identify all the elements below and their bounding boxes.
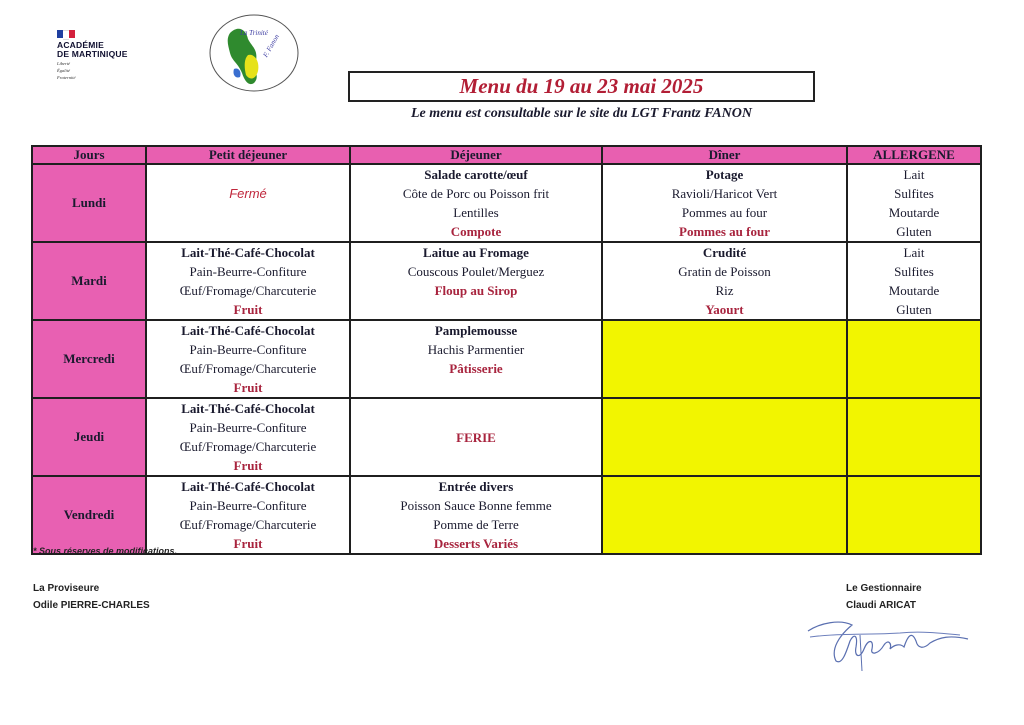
day-cell: Jeudi (32, 398, 146, 476)
menu-item: Lait-Thé-Café-Chocolat (181, 245, 315, 260)
lunch-cell (350, 164, 602, 242)
allergen-item: Moutarde (888, 283, 940, 298)
dinner-cell (602, 242, 847, 320)
table-row (32, 164, 981, 242)
day-cell: Vendredi (32, 476, 146, 554)
menu-item: Lentilles (453, 205, 499, 220)
day-cell: Mercredi (32, 320, 146, 398)
breakfast-cell (146, 398, 350, 476)
academie-line2: DE MARTINIQUE (57, 49, 128, 59)
breakfast-cell (146, 476, 350, 554)
menu-item: Lait-Thé-Café-Chocolat (181, 401, 315, 416)
allergen-item: Gluten (896, 224, 932, 239)
dinner-cell-empty (602, 476, 847, 554)
table-row (32, 398, 981, 476)
left-signatory-title: La Proviseure (33, 583, 100, 594)
academie-logo (57, 30, 167, 80)
menu-item-closed: Fermé (229, 186, 267, 201)
menu-item: Pain-Beurre-Confiture (189, 498, 307, 513)
table-row (32, 320, 981, 398)
menu-item: Laitue au Fromage (423, 245, 529, 260)
lunch-cell (350, 476, 602, 554)
col-header-allergene: ALLERGENE (847, 146, 981, 164)
menu-item: Compote (450, 224, 502, 239)
holiday-label: FERIE (456, 429, 496, 445)
allergen-item: Moutarde (888, 205, 940, 220)
lunch-cell (350, 320, 602, 398)
menu-table (31, 145, 982, 555)
menu-item: Pomme de Terre (433, 517, 519, 532)
right-signatory-title: Le Gestionnaire (846, 583, 922, 594)
menu-item: Côte de Porc ou Poisson frit (402, 186, 550, 201)
menu-item: Pommes au four (679, 224, 770, 239)
menu-item (351, 300, 601, 319)
menu-item: Pain-Beurre-Confiture (189, 342, 307, 357)
menu-item: Œuf/Fromage/Charcuterie (179, 283, 317, 298)
menu-item: Gratin de Poisson (678, 264, 771, 279)
menu-item: Fruit (233, 458, 263, 473)
allergen-item: Sulfites (894, 264, 934, 279)
menu-item (351, 378, 601, 397)
allergen-item: Lait (903, 167, 925, 182)
day-cell: Mardi (32, 242, 146, 320)
menu-item: Œuf/Fromage/Charcuterie (179, 361, 317, 376)
dinner-cell-empty (602, 320, 847, 398)
marianne-flag-icon (57, 30, 75, 38)
col-header-diner: Dîner (602, 146, 847, 164)
menu-item: Pâtisserie (449, 361, 503, 376)
menu-item: Pain-Beurre-Confiture (189, 420, 307, 435)
right-signatory-name: Claudi ARICAT (846, 600, 916, 611)
dinner-cell (602, 164, 847, 242)
menu-item: Crudité (702, 245, 747, 260)
table-header-row (32, 146, 981, 164)
allergen-item: Gluten (896, 302, 932, 317)
col-header-jours: Jours (32, 146, 146, 164)
subtitle: Le menu est consultable sur le site du LGT Frantz FANON (411, 106, 752, 121)
devise-fraternite: Fraternité (57, 75, 76, 80)
allergen-item: Lait (903, 245, 925, 260)
title-box (348, 71, 815, 102)
allergen-cell-empty (847, 398, 981, 476)
menu-item: Yaourt (705, 302, 744, 317)
dinner-cell-empty (602, 398, 847, 476)
menu-item: Pain-Beurre-Confiture (189, 264, 307, 279)
breakfast-cell (146, 242, 350, 320)
breakfast-cell (146, 320, 350, 398)
table-row (32, 242, 981, 320)
menu-item: Poisson Sauce Bonne femme (400, 498, 552, 513)
menu-item: Œuf/Fromage/Charcuterie (179, 439, 317, 454)
menu-item: Fruit (233, 302, 263, 317)
academie-line1: ACADÉMIE (57, 40, 104, 50)
allergen-cell-empty (847, 320, 981, 398)
menu-item: Couscous Poulet/Merguez (407, 264, 545, 279)
table-row (32, 476, 981, 554)
devise-liberte: Liberté (57, 61, 70, 66)
handwritten-signature (800, 605, 980, 675)
menu-item: Fruit (233, 380, 263, 395)
allergen-cell (847, 164, 981, 242)
col-header-dejeuner: Déjeuner (350, 146, 602, 164)
allergen-cell (847, 242, 981, 320)
page-title: Menu du 19 au 23 mai 2025 (459, 74, 704, 98)
menu-item: Salade carotte/œuf (424, 167, 528, 182)
school-logo-text-2: F. Fanon (261, 32, 282, 59)
school-logo-text-1: La Trinité (240, 29, 268, 37)
menu-item: Ravioli/Haricot Vert (671, 186, 778, 201)
footnote: * Sous réserves de modifications. (33, 546, 178, 556)
menu-item: Pommes au four (681, 205, 768, 220)
allergen-item: Sulfites (894, 186, 934, 201)
menu-item: Floup au Sirop (434, 283, 518, 298)
menu-item: Potage (705, 167, 744, 182)
menu-item: Desserts Variés (433, 536, 519, 551)
menu-item: Pamplemousse (434, 323, 518, 338)
school-logo (208, 13, 300, 93)
day-cell: Lundi (32, 164, 146, 242)
menu-item: Hachis Parmentier (427, 342, 525, 357)
lunch-cell (350, 242, 602, 320)
col-header-petit-dejeuner: Petit déjeuner (146, 146, 350, 164)
menu-item: Entrée divers (438, 479, 514, 494)
left-signatory-name: Odile PIERRE-CHARLES (33, 600, 150, 611)
devise-egalite: Égalité (57, 68, 70, 73)
lunch-cell (350, 398, 602, 476)
menu-item: Lait-Thé-Café-Chocolat (181, 479, 315, 494)
allergen-cell-empty (847, 476, 981, 554)
menu-item: Fruit (233, 536, 263, 551)
menu-item: Riz (715, 283, 734, 298)
menu-item: Lait-Thé-Café-Chocolat (181, 323, 315, 338)
breakfast-cell (146, 164, 350, 242)
menu-item: Œuf/Fromage/Charcuterie (179, 517, 317, 532)
